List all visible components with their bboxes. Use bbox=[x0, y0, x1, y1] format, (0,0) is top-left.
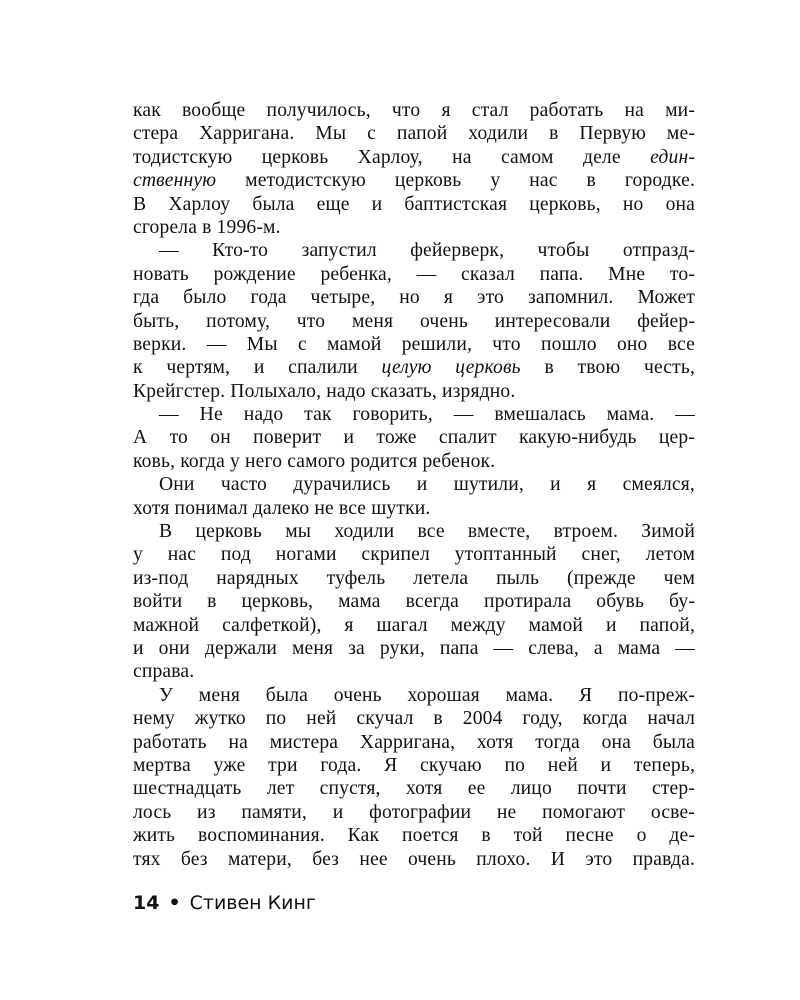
text-line: у нас под ногами скрипел утоптанный снег, летом bbox=[133, 544, 695, 566]
text-line: мертва уже три года. Я скучаю по ней и теперь, bbox=[133, 754, 695, 776]
text-line: — Кто-то запустил фейерверк, чтобы отпразд- bbox=[159, 240, 695, 262]
text-line: сгорела в 1996-м. bbox=[133, 216, 281, 238]
bullet-separator: • bbox=[168, 892, 181, 914]
text-line: гда было года четыре, но я это запомнил. Может bbox=[133, 287, 695, 309]
text-line: из-под нарядных туфель летела пыль (прежде чем bbox=[133, 567, 695, 589]
text-line: лось из памяти, и фотографии не помогают осве- bbox=[133, 801, 695, 823]
italic-text: ственную bbox=[133, 170, 217, 192]
body-text bbox=[133, 99, 695, 871]
text-line: А то он поверит и тоже спалит какую-нибудь цер- bbox=[133, 427, 695, 449]
text-line bbox=[133, 146, 695, 169]
text-line: тях без матери, без нее очень плохо. И это правда. bbox=[133, 848, 695, 870]
text-line bbox=[133, 169, 695, 192]
text-line: ковь, когда у него самого родится ребенок. bbox=[133, 450, 496, 472]
running-author: Стивен Кинг bbox=[189, 892, 316, 914]
text-line: Они часто дурачились и шутили, и я смеялся, bbox=[159, 474, 695, 496]
text-line: войти в церковь, мама всегда протирала обувь бу- bbox=[133, 591, 695, 613]
italic-text: един- bbox=[650, 146, 695, 168]
italic-text: целую церковь bbox=[381, 357, 521, 379]
text-line: — Не надо так говорить, — вмешалась мама. — bbox=[159, 404, 695, 426]
text-line: В церковь мы ходили все вместе, втроем. Зимой bbox=[159, 521, 695, 543]
text-line: верки. — Мы с мамой решили, что пошло оно все bbox=[133, 333, 695, 355]
text-run: к чертям, и спалили bbox=[133, 357, 382, 379]
text-line bbox=[133, 356, 695, 379]
text-line: как вообще получилось, что я стал работать на ми- bbox=[133, 100, 695, 121]
page-footer bbox=[133, 890, 316, 916]
text-line: справа. bbox=[133, 661, 195, 683]
text-line: нему жутко по ней скучал в 2004 году, когда начал bbox=[133, 708, 695, 730]
text-line: хотя понимал далеко не все шутки. bbox=[133, 497, 431, 519]
text-line: жить воспоминания. Как поется в той песне о де- bbox=[133, 825, 695, 847]
text-line: быть, потому, что меня очень интересовали фейер- bbox=[133, 310, 695, 332]
text-line: и они держали меня за руки, папа — слева, а мама — bbox=[133, 637, 695, 659]
text-line: Крейгстер. Полыхало, надо сказать, изрядно. bbox=[133, 380, 516, 402]
text-line: работать на мистера Харригана, хотя тогда она была bbox=[133, 731, 695, 753]
text-line: мажной салфеткой), я шагал между мамой и папой, bbox=[133, 614, 695, 636]
text-line: У меня была очень хорошая мама. Я по-преж- bbox=[159, 684, 695, 706]
text-line: стера Харригана. Мы с папой ходили в Первую ме- bbox=[133, 123, 695, 145]
text-line: новать рождение ребенка, — сказал папа. Мне то- bbox=[133, 263, 695, 285]
text-run: методистскую церковь у нас в городке. bbox=[216, 170, 695, 192]
text-line: шестнадцать лет спустя, хотя ее лицо почти стер- bbox=[133, 778, 695, 800]
text-run: тодистскую церковь Харлоу, на самом деле bbox=[133, 146, 651, 168]
text-run: в твою честь, bbox=[520, 357, 695, 379]
text-line: В Харлоу была еще и баптистская церковь, но она bbox=[133, 193, 695, 215]
page-number: 14 bbox=[133, 892, 160, 914]
